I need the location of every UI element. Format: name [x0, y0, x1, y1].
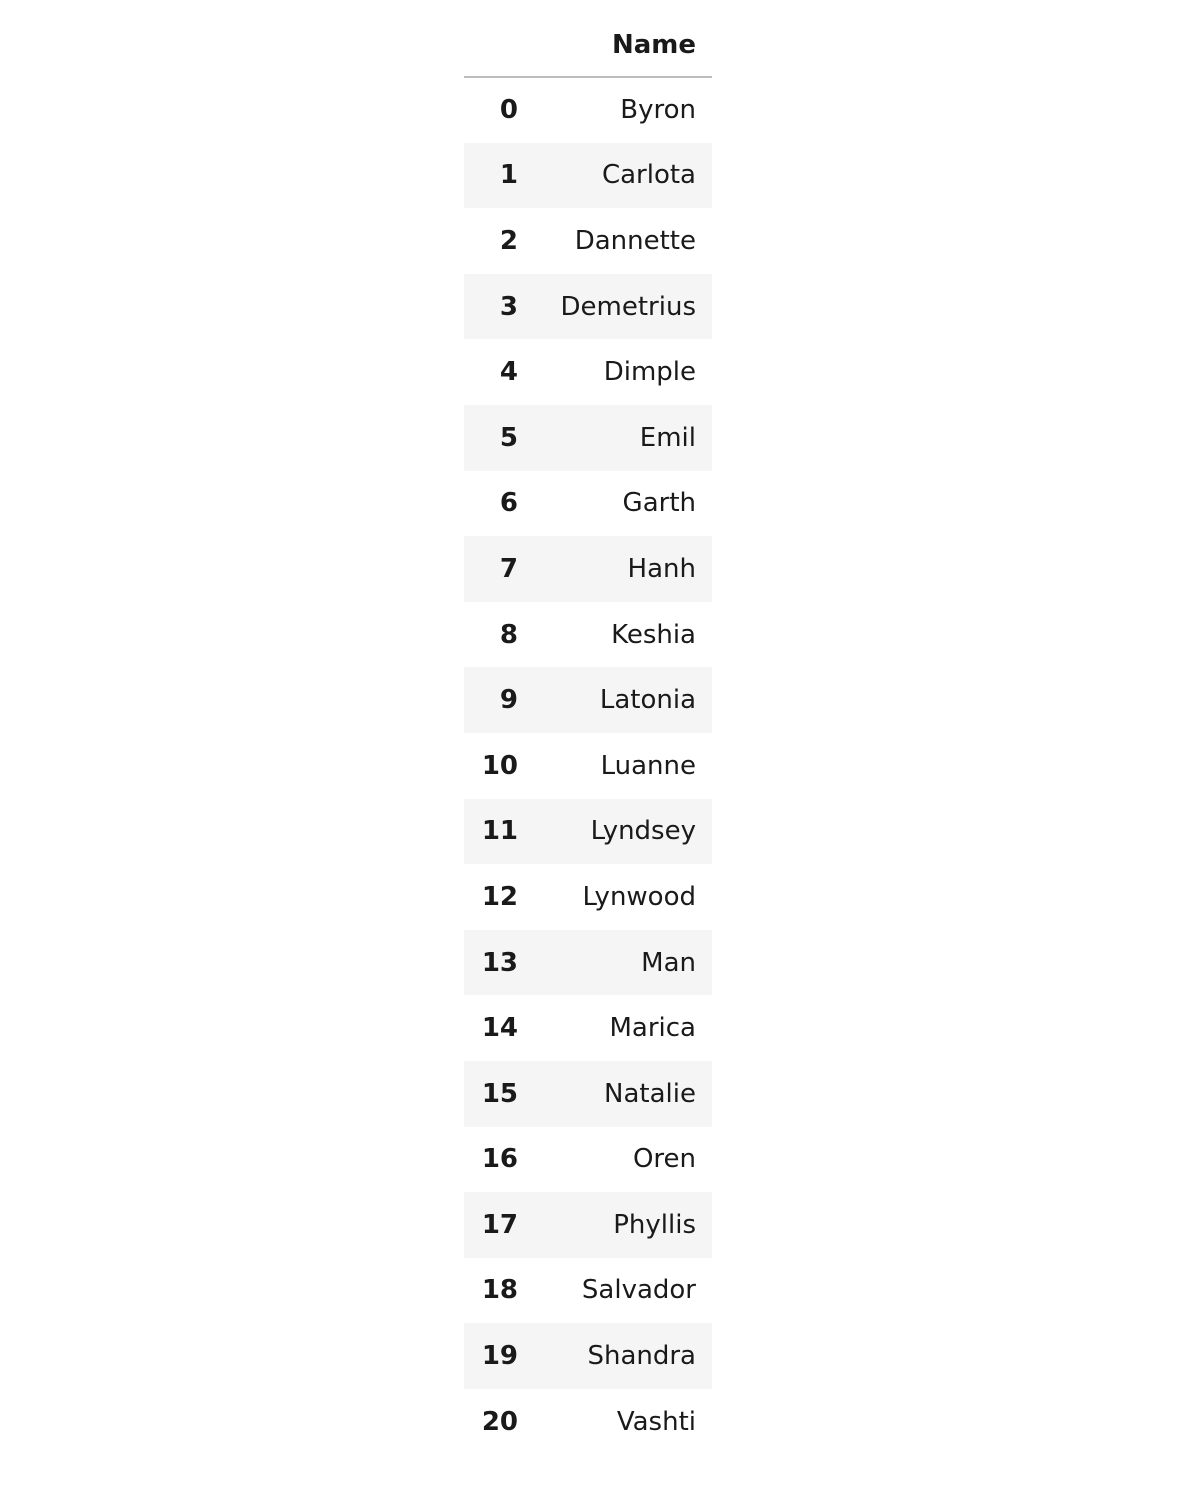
name-cell: Hanh: [627, 553, 696, 584]
row-index: 5: [499, 422, 518, 453]
row-index: 12: [481, 881, 518, 912]
row-index: 8: [499, 619, 518, 650]
row-index: 4: [499, 357, 518, 388]
row-index: 0: [499, 95, 518, 126]
name-cell: Man: [641, 947, 696, 978]
header-row: [464, 14, 712, 77]
name-cell: Dimple: [603, 357, 696, 388]
table-header: [464, 14, 712, 77]
table-row: [464, 733, 712, 799]
row-index: 20: [481, 1406, 518, 1437]
table-row: [464, 339, 712, 405]
name-cell: Oren: [632, 1144, 696, 1175]
row-index: 14: [481, 1013, 518, 1044]
table-row: [464, 602, 712, 668]
name-cell: Latonia: [599, 685, 696, 716]
row-index: 19: [481, 1341, 518, 1372]
table-row: [464, 995, 712, 1061]
table-row: [464, 864, 712, 930]
table-row: [464, 471, 712, 537]
row-index: 3: [499, 291, 518, 322]
row-index: 18: [481, 1275, 518, 1306]
name-cell: Dannette: [574, 225, 696, 256]
name-cell: Carlota: [601, 160, 696, 191]
table-row: [464, 1389, 712, 1455]
table-body: [464, 77, 712, 1454]
table-row: [464, 1323, 712, 1389]
index-header: [464, 14, 536, 77]
table-row: [464, 799, 712, 865]
name-cell: Marica: [609, 1013, 696, 1044]
dataframe-table: [464, 14, 712, 1454]
row-index: 13: [481, 947, 518, 978]
name-cell: Byron: [620, 95, 696, 126]
row-index: 17: [481, 1209, 518, 1240]
row-index: 15: [481, 1078, 518, 1109]
name-cell: Salvador: [581, 1275, 696, 1306]
name-cell: Vashti: [616, 1406, 696, 1437]
row-index: 10: [481, 750, 518, 781]
table-row: [464, 930, 712, 996]
table-row: [464, 1258, 712, 1324]
table-row: [464, 405, 712, 471]
name-cell: Emil: [639, 422, 696, 453]
row-index: 16: [481, 1144, 518, 1175]
table-row: [464, 208, 712, 274]
name-cell: Lynwood: [582, 881, 696, 912]
row-index: 1: [499, 160, 518, 191]
table-row: [464, 1061, 712, 1127]
table-row: [464, 274, 712, 340]
table-row: [464, 143, 712, 209]
row-index: 7: [499, 553, 518, 584]
dataframe-container: [464, 14, 712, 1454]
name-cell: Keshia: [611, 619, 696, 650]
name-cell: Demetrius: [560, 291, 696, 322]
name-cell: Shandra: [587, 1341, 696, 1372]
table-row: [464, 77, 712, 143]
name-cell: Phyllis: [613, 1209, 696, 1240]
name-cell: Natalie: [604, 1078, 696, 1109]
table-row: [464, 667, 712, 733]
table-row: [464, 1192, 712, 1258]
row-index: 9: [499, 685, 518, 716]
table-row: [464, 1127, 712, 1193]
row-index: 6: [499, 488, 518, 519]
name-column-header: Name: [536, 14, 712, 77]
row-index: 2: [499, 225, 518, 256]
table-row: [464, 536, 712, 602]
row-index: 11: [481, 816, 518, 847]
name-cell: Luanne: [600, 750, 696, 781]
name-cell: Garth: [622, 488, 696, 519]
name-cell: Lyndsey: [590, 816, 696, 847]
